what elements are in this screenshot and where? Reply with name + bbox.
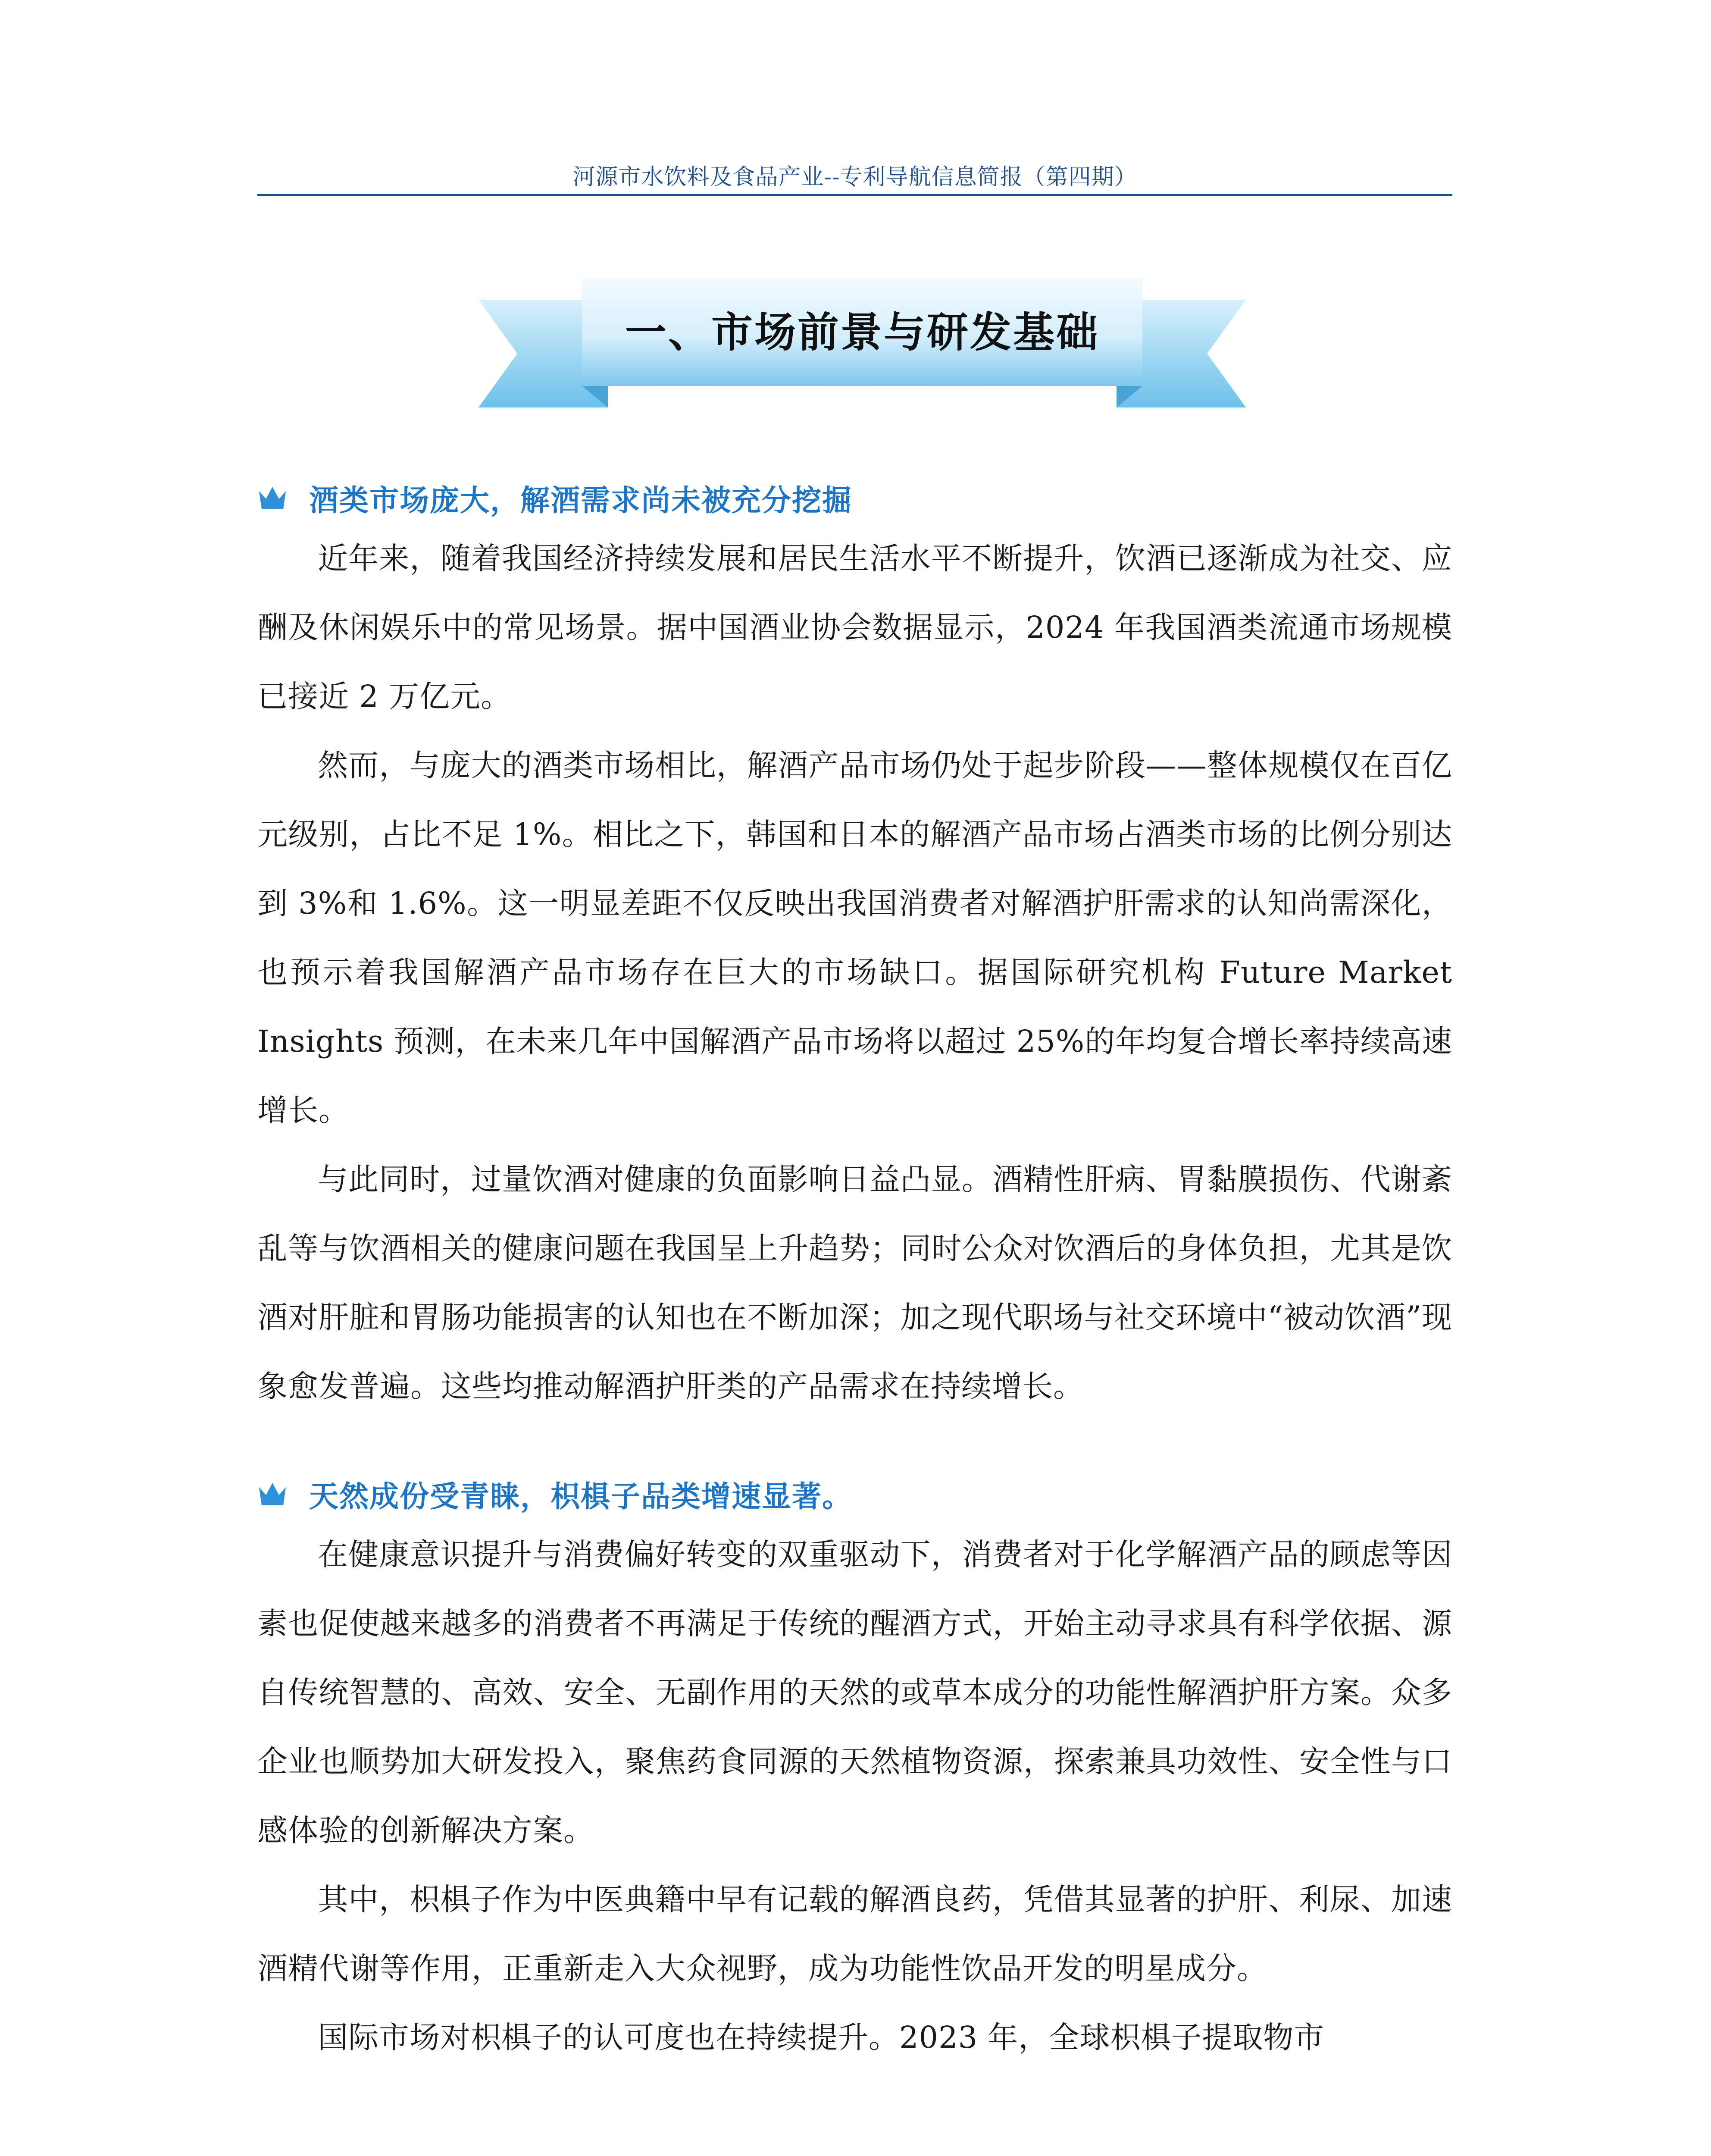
- paragraph: 与此同时，过量饮酒对健康的负面影响日益凸显。酒精性肝病、胃黏膜损伤、代谢紊乱等与饮酒相关的健康问题在我国呈上升趋势；同时公众对饮酒后的身体负担，尤其是饮酒对肝脏和胃肠功能损害的认知也在不断加深；加之现代职场与社交环境中“被动饮酒”现象愈发普遍。这些均推动解酒护肝类的产品需求在持续增长。: [257, 1162, 1452, 1404]
- section-banner-title: 一、市场前景与研发基础: [625, 308, 1099, 357]
- paragraph: 国际市场对枳椇子的认可度也在持续提升。2023 年，全球枳椇子提取物市: [318, 2020, 1325, 2055]
- document-body: [257, 468, 1452, 2072]
- paragraph: 近年来，随着我国经济持续发展和居民生活水平不断提升，饮酒已逐渐成为社交、应酬及休闲娱乐中的常见场景。据中国酒业协会数据显示，2024 年我国酒类流通市场规模已接近 2 万亿元。: [257, 541, 1452, 714]
- paragraph: 其中，枳椇子作为中医典籍中早有记载的解酒良药，凭借其显著的护肝、利尿、加速酒精代谢等作用，正重新走入大众视野，成为功能性饮品开发的明星成分。: [257, 1882, 1452, 1986]
- section-heading-2: [257, 1468, 1452, 1520]
- section-title: 酒类市场庞大，解酒需求尚未被充分挖掘: [309, 483, 853, 518]
- section-banner: [479, 270, 1246, 407]
- section-heading-1: [257, 472, 1452, 524]
- crown-icon: [257, 485, 288, 511]
- crown-icon: [257, 1481, 288, 1507]
- paragraph: 在健康意识提升与消费偏好转变的双重驱动下，消费者对于化学解酒产品的顾虑等因素也促使越来越多的消费者不再满足于传统的醒酒方式，开始主动寻求具有科学依据、源自传统智慧的、高效、安全、无副作用的天然的或草本成分的功能性解酒护肝方案。众多企业也顺势加大研发投入，聚焦药食同源的天然植物资源，探索兼具功效性、安全性与口感体验的创新解决方案。: [257, 1537, 1452, 1848]
- paragraph: 然而，与庞大的酒类市场相比，解酒产品市场仍处于起步阶段——整体规模仅在百亿元级别，占比不足 1%。相比之下，韩国和日本的解酒产品市场占酒类市场的比例分别达到 3%和 1.6%。这一明显差距不仅反映出我国消费者对解酒护肝需求的认知尚需深化，也预示着我国解酒产品市场存在巨大的市场缺口。据国际研究机构 Future Market Insights 预测，在未来几年中国解酒产品市场将以超过 25%的年均复合增长率持续高速增长。: [257, 748, 1452, 1128]
- header-divider: [257, 194, 1452, 196]
- page-header-title: 河源市水饮料及食品产业--专利导航信息简报（第四期）: [572, 164, 1137, 190]
- section-title: 天然成份受青睐，枳椇子品类增速显著。: [309, 1479, 853, 1514]
